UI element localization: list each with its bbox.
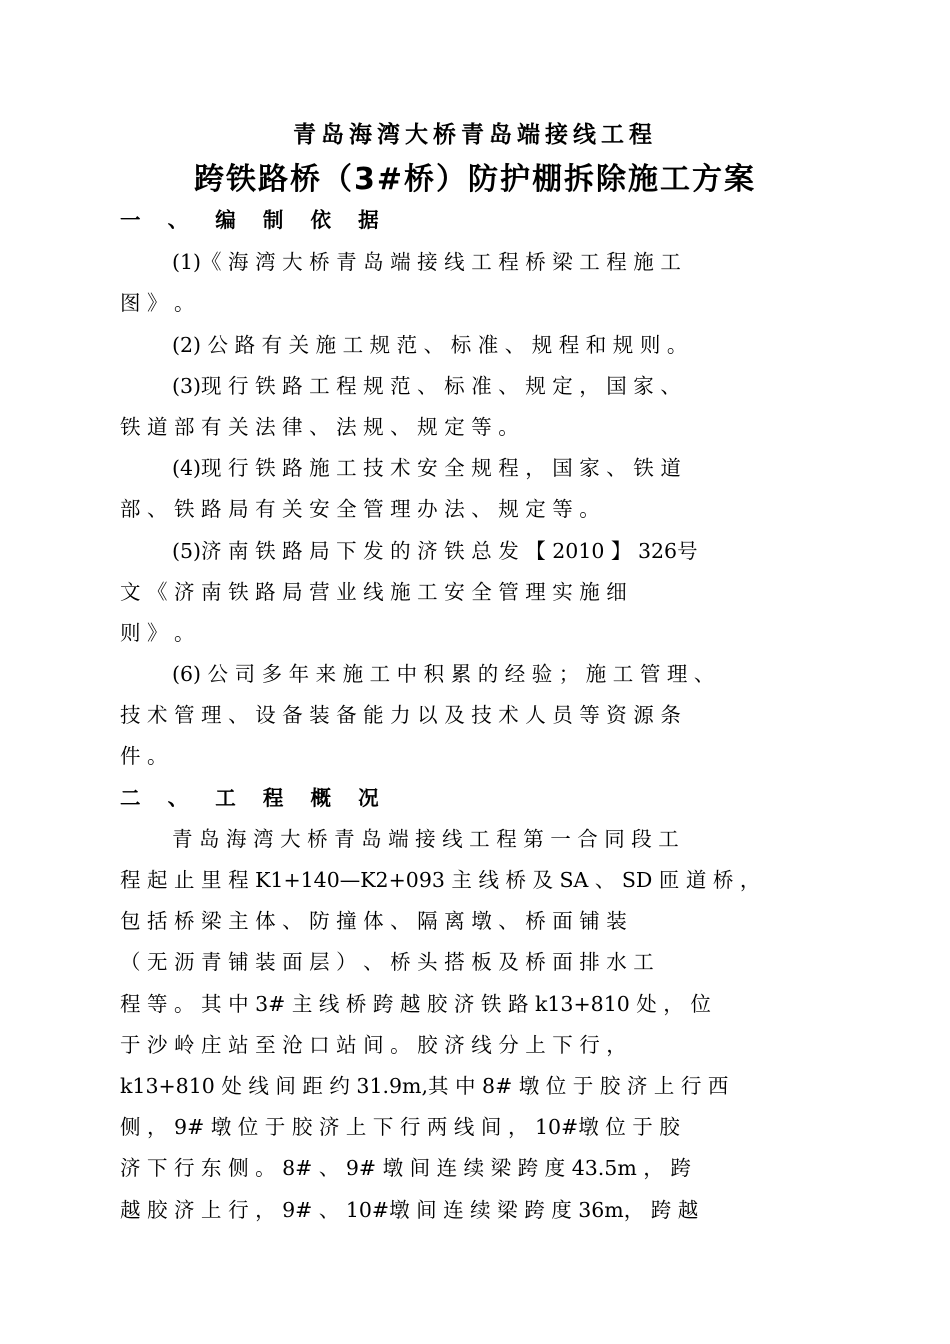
section-heading-overview: 二 、 工 程 概 况: [120, 786, 389, 810]
paragraph-line: 铁 道 部 有 关 法 律 、 法 规 、 规 定 等 。: [120, 415, 519, 439]
paragraph-line: (1)《 海 湾 大 桥 青 岛 端 接 线 工 程 桥 梁 工 程 施 工: [172, 250, 681, 274]
paragraph-line: k13+810 处 线 间 距 约 31.9m,其 中 8# 墩 位 于 胶 济 上 行 西: [120, 1074, 729, 1098]
document-title: 青岛海湾大桥青岛端接线工程: [293, 122, 657, 148]
paragraph-line: (6) 公 司 多 年 来 施 工 中 积 累 的 经 验 ； 施 工 管 理 、: [172, 662, 715, 686]
paragraph-line: 青 岛 海 湾 大 桥 青 岛 端 接 线 工 程 第 一 合 同 段 工: [172, 827, 679, 851]
paragraph-line: 于 沙 岭 庄 站 至 沧 口 站 间 。 胶 济 线 分 上 下 行 ，: [120, 1033, 627, 1057]
paragraph-line: 则 》 。: [120, 621, 195, 645]
paragraph-line: 越 胶 济 上 行 ， 9# 、 10#墩 间 连 续 梁 跨 度 36m， 跨 越: [120, 1198, 699, 1222]
paragraph-line: (5)济 南 铁 路 局 下 发 的 济 铁 总 发 【 2010 】 326号: [172, 539, 698, 563]
paragraph-line: (3)现 行 铁 路 工 程 规 范 、 标 准 、 规 定 ， 国 家 、: [172, 374, 681, 398]
paragraph-line: (4)现 行 铁 路 施 工 技 术 安 全 规 程 ， 国 家 、 铁 道: [172, 456, 681, 480]
document-subtitle: 跨铁路桥（3#桥）防护棚拆除施工方案: [193, 162, 756, 197]
paragraph-line: 包 括 桥 梁 主 体 、 防 撞 体 、 隔 离 墩 、 桥 面 铺 装: [120, 909, 627, 933]
paragraph-line: 件 。: [120, 744, 168, 768]
paragraph-line: 技 术 管 理 、 设 备 装 备 能 力 以 及 技 术 人 员 等 资 源 条: [120, 703, 681, 727]
paragraph-line: 程 起 止 里 程 K1+140—K2+093 主 线 桥 及 SA 、 SD 匝 道 桥 ，: [120, 868, 761, 892]
paragraph-line: （ 无 沥 青 铺 装 面 层 ） 、 桥 头 搭 板 及 桥 面 排 水 工: [120, 950, 654, 974]
paragraph-line: 文 《 济 南 铁 路 局 营 业 线 施 工 安 全 管 理 实 施 细: [120, 580, 627, 604]
paragraph-line: 部 、 铁 路 局 有 关 安 全 管 理 办 法 、 规 定 等 。: [120, 497, 600, 521]
paragraph-line: 侧 ， 9# 墩 位 于 胶 济 上 下 行 两 线 间 ， 10#墩 位 于 胶: [120, 1115, 680, 1139]
paragraph-line: 图 》 。: [120, 291, 195, 315]
section-heading-basis: 一 、 编 制 依 据: [120, 208, 389, 232]
paragraph-line: 济 下 行 东 侧 。 8# 、 9# 墩 间 连 续 梁 跨 度 43.5m ， 跨: [120, 1156, 691, 1180]
paragraph-line: (2) 公 路 有 关 施 工 规 范 、 标 准 、 规 程 和 规 则 。: [172, 333, 688, 357]
paragraph-line: 程 等 。 其 中 3# 主 线 桥 跨 越 胶 济 铁 路 k13+810 处 ， 位: [120, 992, 711, 1016]
